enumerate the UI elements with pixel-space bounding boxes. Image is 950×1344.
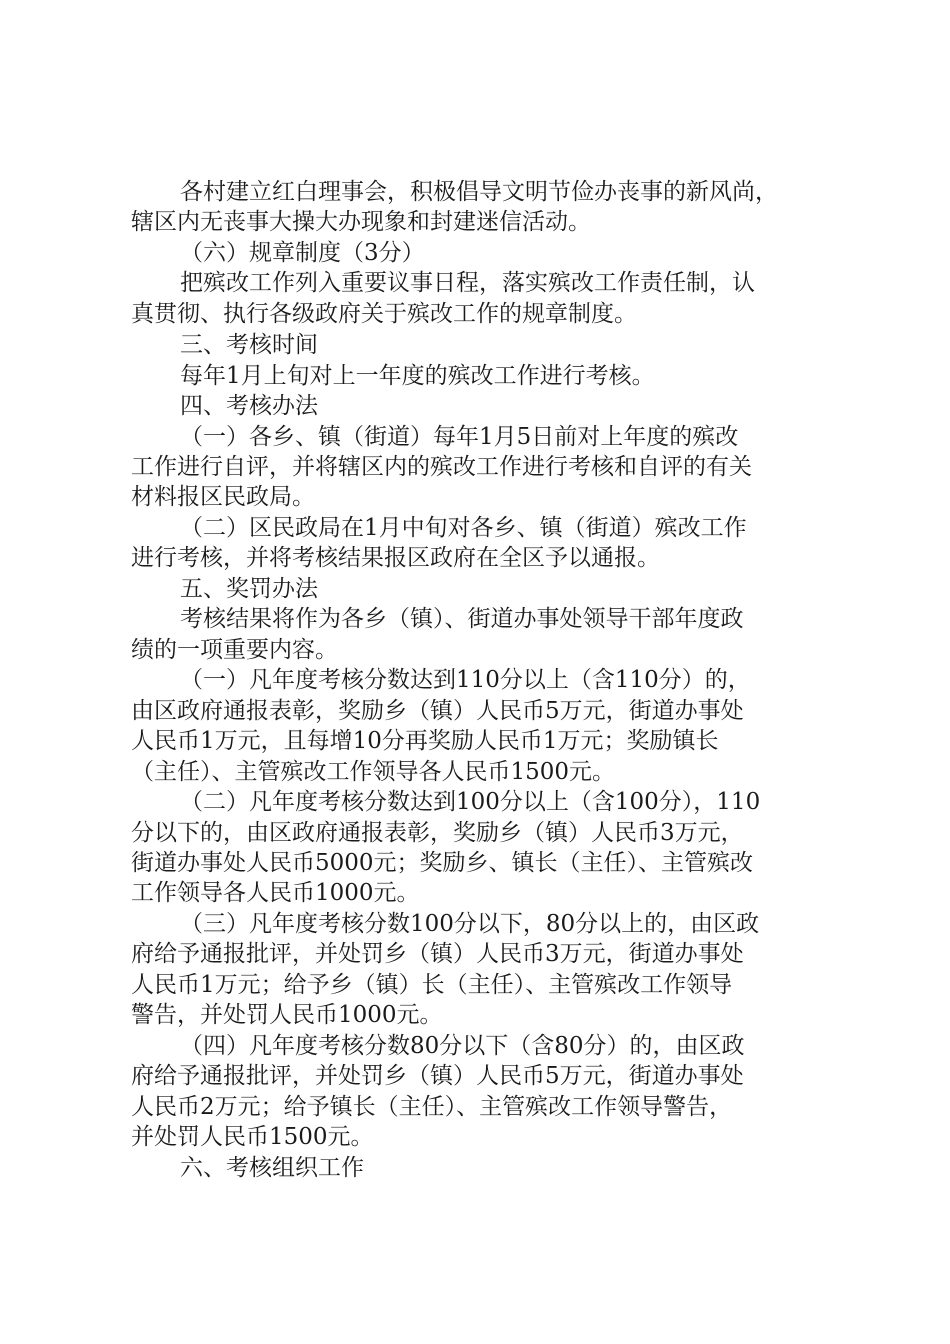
section-heading: 三、考核时间 (180, 332, 318, 358)
text-line: 每年1月上旬对上一年度的殡改工作进行考核。 (180, 363, 655, 389)
text-line: 绩的一项重要内容。 (131, 637, 338, 663)
text-line: （主任）、主管殡改工作领导各人民币1500元。 (131, 759, 616, 785)
text-line: 真贯彻、执行各级政府关于殡改工作的规章制度。 (131, 301, 637, 327)
text-line: 人民币2万元；给予镇长（主任）、主管殡改工作领导警告， (131, 1094, 733, 1120)
text-line: （一）凡年度考核分数达到110分以上（含110分）的， (180, 667, 751, 693)
text-line: 街道办事处人民币5000元；奖励乡、镇长（主任）、主管殡改 (131, 850, 754, 876)
section-heading: （六）规章制度（3分） (180, 240, 425, 266)
text-line: 材料报区民政局。 (131, 484, 315, 510)
text-line: （一）各乡、镇（街道）每年1月5日前对上年度的殡改 (180, 424, 739, 450)
text-line: 警告，并处罚人民币1000元。 (131, 1002, 443, 1028)
section-heading: 四、考核办法 (180, 393, 318, 419)
text-line: 府给予通报批评，并处罚乡（镇）人民币5万元，街道办事处 (131, 1063, 744, 1089)
text-line: 人民币1万元，且每增10分再奖励人民币1万元；奖励镇长 (131, 728, 719, 754)
text-line: 进行考核，并将考核结果报区政府在全区予以通报。 (131, 545, 660, 571)
text-line: 并处罚人民币1500元。 (131, 1124, 374, 1150)
text-line: （三）凡年度考核分数100分以下，80分以上的，由区政 (180, 911, 760, 937)
text-line: 辖区内无丧事大操大办现象和封建迷信活动。 (131, 209, 591, 235)
text-line: （二）区民政局在1月中旬对各乡、镇（街道）殡改工作 (180, 515, 747, 541)
text-line: 府给予通报批评，并处罚乡（镇）人民币3万元，街道办事处 (131, 941, 744, 967)
text-line: 工作领导各人民币1000元。 (131, 880, 420, 906)
text-line: 人民币1万元；给予乡（镇）长（主任）、主管殡改工作领导 (131, 972, 733, 998)
text-line: 分以下的，由区政府通报表彰，奖励乡（镇）人民币3万元， (131, 820, 744, 846)
section-heading: 五、奖罚办法 (180, 576, 318, 602)
text-line: （四）凡年度考核分数80分以下（含80分）的，由区政 (180, 1033, 745, 1059)
section-heading: 六、考核组织工作 (180, 1155, 364, 1181)
text-line: 各村建立红白理事会，积极倡导文明节俭办丧事的新风尚， (180, 179, 778, 205)
text-line: 由区政府通报表彰，奖励乡（镇）人民币5万元，街道办事处 (131, 698, 744, 724)
text-line: （二）凡年度考核分数达到100分以上（含100分），110 (180, 789, 761, 815)
text-line: 工作进行自评，并将辖区内的殡改工作进行考核和自评的有关 (131, 454, 752, 480)
text-line: 考核结果将作为各乡（镇）、街道办事处领导干部年度政 (180, 606, 744, 632)
text-line: 把殡改工作列入重要议事日程，落实殡改工作责任制，认 (180, 270, 755, 296)
